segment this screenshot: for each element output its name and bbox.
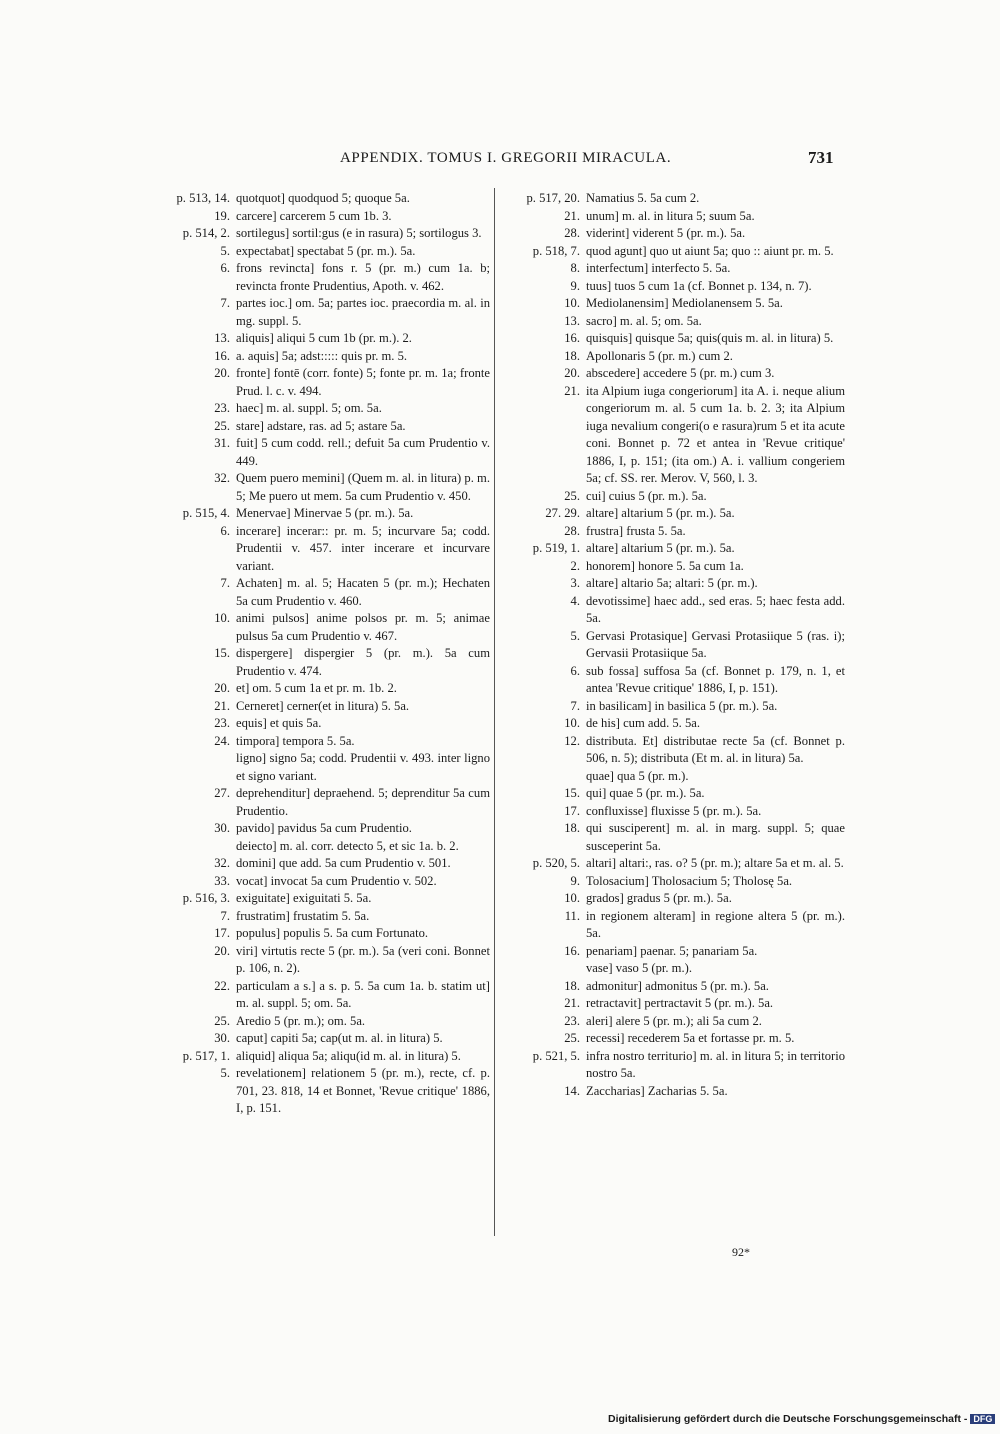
apparatus-entry	[500, 330, 845, 348]
line-reference: 20.	[214, 681, 230, 695]
apparatus-entry	[150, 225, 490, 243]
line-reference: 15.	[564, 786, 580, 800]
variant-note: altare] altario 5a; altari: 5 (pr. m.).	[586, 576, 758, 590]
apparatus-entry	[500, 820, 845, 855]
line-reference: 5.	[220, 243, 230, 258]
variant-note: caput] capiti 5a; cap(ut m. al. in litura) 5.	[236, 1031, 443, 1045]
apparatus-entry	[150, 260, 490, 295]
apparatus-entry	[500, 365, 845, 383]
apparatus-entry	[150, 575, 490, 610]
line-reference: 20.	[214, 366, 230, 380]
line-reference: 27. 29.	[545, 506, 580, 520]
line-reference: 17.	[214, 926, 230, 940]
variant-note: aleri] alere 5 (pr. m.); ali 5a cum 2.	[586, 1013, 762, 1028]
variant-note: in basilicam] in basilica 5 (pr. m.). 5a.	[586, 698, 778, 713]
line-reference: p. 514, 2.	[182, 226, 230, 240]
line-reference: 17.	[564, 803, 580, 818]
line-reference: 5.	[570, 628, 580, 643]
variant-note: deiecto] m. al. corr. detecto 5, et sic 1a. b. 2.	[236, 838, 459, 853]
apparatus-entry	[150, 348, 490, 366]
line-reference: 25.	[564, 1031, 580, 1045]
apparatus-entry	[150, 435, 490, 470]
variant-note: deprehenditur] depraehend. 5; deprenditur 5a cum Prudentio.	[236, 786, 490, 818]
apparatus-entry	[150, 978, 490, 1013]
running-title: APPENDIX. TOMUS I. GREGORII MIRACULA.	[340, 150, 672, 166]
column-divider	[494, 188, 495, 1236]
apparatus-entry	[150, 820, 490, 838]
line-reference: 16.	[564, 331, 580, 345]
line-reference: p. 519, 1.	[532, 541, 580, 555]
apparatus-entry	[500, 908, 845, 943]
variant-note: devotissime] haec add., sed eras. 5; haec festa add. 5a.	[586, 593, 845, 625]
running-header	[0, 148, 1000, 174]
variant-note: haec] m. al. suppl. 5; om. 5a.	[236, 401, 382, 415]
line-reference: 30.	[214, 821, 230, 835]
variant-note: qui] quae 5 (pr. m.). 5a.	[586, 786, 705, 800]
line-reference: p. 517, 20.	[526, 191, 580, 205]
apparatus-entry	[150, 1065, 490, 1118]
apparatus-entry	[500, 593, 845, 628]
line-reference: 13.	[214, 331, 230, 345]
apparatus-entry	[500, 540, 845, 558]
line-reference: 12.	[564, 733, 580, 748]
apparatus-entry	[500, 243, 845, 261]
variant-note: Cerneret] cerner(et in litura) 5. 5a.	[236, 698, 410, 713]
variant-note: populus] populis 5. 5a cum Fortunato.	[236, 926, 429, 940]
apparatus-entry	[150, 750, 490, 785]
apparatus-entry	[500, 558, 845, 576]
apparatus-entry	[500, 575, 845, 593]
line-reference: 7.	[220, 576, 230, 590]
apparatus-entry	[150, 680, 490, 698]
line-reference: 27.	[214, 786, 230, 800]
line-reference: 16.	[564, 943, 580, 958]
line-reference: 21.	[564, 208, 580, 223]
variant-note: de his] cum add. 5. 5a.	[586, 716, 701, 730]
line-reference: 9.	[570, 873, 580, 888]
variant-note: sub fossa] suffosa 5a (cf. Bonnet p. 179, n. 1, et antea 'Revue critique' 1886, I, p. 151).	[586, 663, 845, 695]
apparatus-entry	[500, 803, 845, 821]
variant-note: grados] gradus 5 (pr. m.). 5a.	[586, 891, 732, 905]
apparatus-entry	[150, 645, 490, 680]
apparatus-entry	[150, 925, 490, 943]
line-reference: 21.	[564, 996, 580, 1010]
funding-text: Digitalisierung gefördert durch die Deutsche Forschungsgemeinschaft -	[608, 1413, 968, 1425]
variant-note: Gervasi Protasique] Gervasi Protasiique 5 (ras. i); Gervasii Protasiique 5a.	[586, 628, 845, 660]
variant-note: stare] adstare, ras. ad 5; astare 5a.	[236, 418, 406, 433]
line-reference: 14.	[564, 1083, 580, 1098]
apparatus-entry	[150, 733, 490, 751]
line-reference: 10.	[564, 296, 580, 310]
line-reference: 24.	[214, 733, 230, 748]
apparatus-entry	[500, 943, 845, 961]
variant-note: distributa. Et] distributae recte 5a (cf. Bonnet p. 506, n. 5); distributa (Et m. al. in litura) 5a.	[586, 733, 845, 765]
variant-note: timpora] tempora 5. 5a.	[236, 733, 355, 748]
line-reference: 21.	[214, 698, 230, 713]
line-reference	[500, 960, 586, 978]
apparatus-entry	[150, 908, 490, 926]
variant-note: fronte] fontē (corr. fonte) 5; fonte pr. m. 1a; fronte Prud. l. c. v. 494.	[236, 366, 490, 398]
line-reference: 3.	[570, 576, 580, 590]
apparatus-entry	[500, 260, 845, 278]
variant-note: sacro] m. al. 5; om. 5a.	[586, 313, 702, 328]
line-reference: p. 518, 7.	[532, 243, 580, 258]
variant-note: interfectum] interfecto 5. 5a.	[586, 261, 731, 275]
line-reference	[150, 838, 236, 856]
line-reference: 25.	[214, 1013, 230, 1028]
apparatus-entry	[500, 523, 845, 541]
apparatus-entry	[150, 470, 490, 505]
line-reference: 7.	[570, 698, 580, 713]
apparatus-entry	[150, 1030, 490, 1048]
variant-note: pavido] pavidus 5a cum Prudentio.	[236, 821, 412, 835]
line-reference: 18.	[564, 821, 580, 835]
left-column	[150, 190, 490, 1118]
apparatus-entry	[500, 785, 845, 803]
apparatus-entry	[150, 1048, 490, 1066]
apparatus-entry	[150, 505, 490, 523]
line-reference: 15.	[214, 646, 230, 660]
variant-note: sortilegus] sortil:gus (e in rasura) 5; sortilogus 3.	[236, 226, 482, 240]
apparatus-entry	[500, 313, 845, 331]
line-reference: 32.	[214, 471, 230, 485]
line-reference: 7.	[220, 908, 230, 923]
apparatus-entry	[500, 225, 845, 243]
variant-note: recessi] recederem 5a et fortasse pr. m. 5.	[586, 1031, 795, 1045]
variant-note: Achaten] m. al. 5; Hacaten 5 (pr. m.); Hechaten 5a cum Prudentio v. 460.	[236, 576, 490, 608]
apparatus-entry	[500, 295, 845, 313]
apparatus-entry	[500, 768, 845, 786]
line-reference: 23.	[214, 401, 230, 415]
line-reference: 18.	[564, 348, 580, 363]
apparatus-entry	[500, 505, 845, 523]
variant-note: viderint] viderent 5 (pr. m.). 5a.	[586, 226, 746, 240]
line-reference: 31.	[214, 436, 230, 450]
apparatus-entry	[500, 960, 845, 978]
variant-note: particulam a s.] a s. p. 5. 5a cum 1a. b. statim ut] m. al. suppl. 5; om. 5a.	[236, 978, 490, 1010]
variant-note: animi pulsos] anime polsos pr. m. 5; animae pulsus 5a cum Prudentio v. 467.	[236, 611, 490, 643]
line-reference: 2.	[570, 558, 580, 573]
apparatus-entry	[150, 330, 490, 348]
apparatus-entry	[150, 208, 490, 226]
apparatus-entry	[500, 873, 845, 891]
variant-note: quotquot] quodquod 5; quoque 5a.	[236, 191, 410, 205]
line-reference: 23.	[564, 1013, 580, 1028]
apparatus-entry	[500, 1013, 845, 1031]
line-reference: 13.	[564, 313, 580, 328]
variant-note: admonitur] admonitus 5 (pr. m.). 5a.	[586, 978, 769, 993]
variant-note: ita Alpium iuga congeriorum] ita A. i. neque alium congeriorum m. al. 5 cum 1a. b. 2. 3; ita Alpium iuga nevalium congeri(o e rasura)rum 5 et ita acute coni. Bonnet p. 72 et antea in 'Revue critique' 1886, I, p. 151; (ita om.) A. i. vallium congeriem 5a; cf. SS. rer. Merov. V, 560, l. 3.	[586, 383, 845, 485]
line-reference: 10.	[564, 716, 580, 730]
variant-note: altare] altarium 5 (pr. m.). 5a.	[586, 541, 735, 555]
variant-note: confluxisse] fluxisse 5 (pr. m.). 5a.	[586, 803, 762, 818]
variant-note: frustratim] frustatim 5. 5a.	[236, 908, 370, 923]
variant-note: a. aquis] 5a; adst::::: quis pr. m. 5.	[236, 348, 408, 363]
line-reference: 32.	[214, 856, 230, 870]
line-reference: 18.	[564, 978, 580, 993]
variant-note: in regionem alteram] in regione altera 5 (pr. m.). 5a.	[586, 908, 845, 940]
dfg-logo: DFG	[970, 1414, 995, 1424]
variant-note: quod agunt] quo ut aiunt 5a; quo :: aiunt pr. m. 5.	[586, 243, 834, 258]
variant-note: Quem puero memini] (Quem m. al. in litura) p. m. 5; Me puero ut mem. 5a cum Prudentio v. 450.	[236, 471, 490, 503]
line-reference: 6.	[220, 523, 230, 538]
variant-note: aliquis] aliqui 5 cum 1b (pr. m.). 2.	[236, 331, 412, 345]
apparatus-entry	[500, 278, 845, 296]
variant-note: Mediolanensim] Mediolanensem 5. 5a.	[586, 296, 783, 310]
apparatus-entry	[150, 873, 490, 891]
variant-note: quisquis] quisque 5a; quis(quis m. al. in litura) 5.	[586, 331, 834, 345]
apparatus-entry	[150, 365, 490, 400]
apparatus-entry	[150, 610, 490, 645]
line-reference: 25.	[564, 488, 580, 503]
apparatus-entry	[500, 1048, 845, 1083]
line-reference: 22.	[214, 978, 230, 993]
variant-note: partes ioc.] om. 5a; partes ioc. praecordia m. al. in mg. suppl. 5.	[236, 296, 490, 328]
variant-note: infra nostro territurio] m. al. in litura 5; in territorio nostro 5a.	[586, 1048, 845, 1080]
apparatus-entry	[150, 1013, 490, 1031]
variant-note: Apollonaris 5 (pr. m.) cum 2.	[586, 348, 733, 363]
variant-note: Aredio 5 (pr. m.); om. 5a.	[236, 1013, 366, 1028]
line-reference	[500, 768, 586, 786]
funding-footer	[608, 1413, 995, 1425]
variant-note: honorem] honore 5. 5a cum 1a.	[586, 558, 744, 573]
variant-note: carcere] carcerem 5 cum 1b. 3.	[236, 208, 392, 223]
variant-note: revelationem] relationem 5 (pr. m.), recte, cf. p. 701, 23. 818, 14 et Bonnet, 'Revue critique' 1886, I, p. 151.	[236, 1066, 490, 1115]
variant-note: expectabat] spectabat 5 (pr. m.). 5a.	[236, 243, 416, 258]
apparatus-entry	[150, 890, 490, 908]
apparatus-entry	[500, 208, 845, 226]
apparatus-entry	[150, 838, 490, 856]
line-reference: 8.	[570, 261, 580, 275]
variant-note: Zaccharias] Zacharias 5. 5a.	[586, 1083, 728, 1098]
line-reference: 19.	[214, 208, 230, 223]
line-reference: p. 520, 5.	[532, 856, 580, 870]
variant-note: altare] altarium 5 (pr. m.). 5a.	[586, 506, 735, 520]
variant-note: incerare] incerar:: pr. m. 5; incurvare 5a; codd. Prudentii v. 457. inter incerare et incurvare variant.	[236, 523, 490, 573]
line-reference: 4.	[570, 593, 580, 608]
variant-note: et] om. 5 cum 1a et pr. m. 1b. 2.	[236, 681, 397, 695]
variant-note: penariam] paenar. 5; panariam 5a.	[586, 943, 758, 958]
apparatus-entry	[150, 418, 490, 436]
apparatus-entry	[500, 715, 845, 733]
variant-note: domini] que add. 5a cum Prudentio v. 501.	[236, 856, 451, 870]
variant-note: vocat] invocat 5a cum Prudentio v. 502.	[236, 873, 437, 888]
line-reference: 25.	[214, 418, 230, 433]
variant-note: aliquid] aliqua 5a; aliqu(id m. al. in litura) 5.	[236, 1048, 461, 1063]
line-reference: 6.	[220, 261, 230, 275]
line-reference: 9.	[570, 278, 580, 293]
variant-note: retractavit] pertractavit 5 (pr. m.). 5a.	[586, 996, 774, 1010]
apparatus-entry	[500, 855, 845, 873]
line-reference: 10.	[214, 611, 230, 625]
line-reference: 28.	[564, 226, 580, 240]
apparatus-entry	[150, 190, 490, 208]
line-reference: 10.	[564, 891, 580, 905]
line-reference: 6.	[570, 663, 580, 678]
apparatus-entry	[500, 190, 845, 208]
apparatus-entry	[500, 348, 845, 366]
page-number: 731	[808, 148, 834, 167]
right-column	[500, 190, 845, 1100]
variant-note: quae] qua 5 (pr. m.).	[586, 768, 689, 783]
line-reference: 20.	[564, 366, 580, 380]
line-reference: 5.	[220, 1066, 230, 1080]
line-reference: 20.	[214, 943, 230, 958]
apparatus-entry	[500, 995, 845, 1013]
variant-note: altari] altari:, ras. o? 5 (pr. m.); altare 5a et m. al. 5.	[586, 856, 844, 870]
variant-note: unum] m. al. in litura 5; suum 5a.	[586, 208, 755, 223]
variant-note: abscedere] accedere 5 (pr. m.) cum 3.	[586, 366, 775, 380]
variant-note: cui] cuius 5 (pr. m.). 5a.	[586, 488, 707, 503]
variant-note: frustra] frusta 5. 5a.	[586, 523, 686, 538]
apparatus-entry	[500, 978, 845, 996]
apparatus-entry	[500, 1083, 845, 1101]
line-reference: 30.	[214, 1031, 230, 1045]
apparatus-entry	[150, 295, 490, 330]
line-reference: 11.	[564, 908, 580, 923]
apparatus-entry	[500, 733, 845, 768]
apparatus-entry	[150, 943, 490, 978]
line-reference: 7.	[220, 296, 230, 310]
variant-note: equis] et quis 5a.	[236, 716, 322, 730]
line-reference: p. 521, 5.	[532, 1048, 580, 1063]
variant-note: exiguitate] exiguitati 5. 5a.	[236, 891, 372, 905]
line-reference: 16.	[214, 348, 230, 363]
apparatus-entry	[150, 698, 490, 716]
apparatus-entry	[500, 383, 845, 488]
apparatus-entry	[150, 243, 490, 261]
variant-note: dispergere] dispergier 5 (pr. m.). 5a cum Prudentio v. 474.	[236, 646, 490, 678]
apparatus-entry	[150, 715, 490, 733]
apparatus-entry	[150, 785, 490, 820]
line-reference: 33.	[214, 873, 230, 888]
variant-note: qui susciperent] m. al. in marg. suppl. 5; quae susceperint 5a.	[586, 821, 845, 853]
variant-note: frons revincta] fons r. 5 (pr. m.) cum 1a. b; revincta fronte Prudentius, Apoth. v. 462.	[236, 261, 490, 293]
variant-note: vase] vaso 5 (pr. m.).	[586, 961, 692, 975]
apparatus-entry	[500, 890, 845, 908]
variant-note: viri] virtutis recte 5 (pr. m.). 5a (veri coni. Bonnet p. 106, n. 2).	[236, 943, 490, 975]
apparatus-entry	[500, 488, 845, 506]
line-reference: 23.	[214, 716, 230, 730]
variant-note: Menervae] Minervae 5 (pr. m.). 5a.	[236, 506, 414, 520]
variant-note: ligno] signo 5a; codd. Prudentii v. 493. inter ligno et signo variant.	[236, 751, 490, 783]
variant-note: fuit] 5 cum codd. rell.; defuit 5a cum Prudentio v. 449.	[236, 436, 490, 468]
apparatus-entry	[500, 698, 845, 716]
apparatus-entry	[500, 1030, 845, 1048]
line-reference: p. 513, 14.	[176, 191, 230, 205]
apparatus-entry	[150, 523, 490, 576]
variant-note: Tolosacium] Tholosacium 5; Tholosę 5a.	[586, 873, 793, 888]
line-reference: 28.	[564, 523, 580, 538]
variant-note: tuus] tuos 5 cum 1a (cf. Bonnet p. 134, n. 7).	[586, 278, 812, 293]
apparatus-entry	[150, 855, 490, 873]
apparatus-entry	[500, 663, 845, 698]
line-reference: 21.	[564, 383, 580, 398]
apparatus-entry	[150, 400, 490, 418]
line-reference: p. 516, 3.	[182, 891, 230, 905]
line-reference: p. 517, 1.	[182, 1048, 230, 1063]
apparatus-entry	[500, 628, 845, 663]
line-reference: p. 515, 4.	[182, 506, 230, 520]
line-reference	[150, 750, 236, 785]
signature-mark: 92*	[732, 1245, 750, 1259]
variant-note: Namatius 5. 5a cum 2.	[586, 191, 700, 205]
